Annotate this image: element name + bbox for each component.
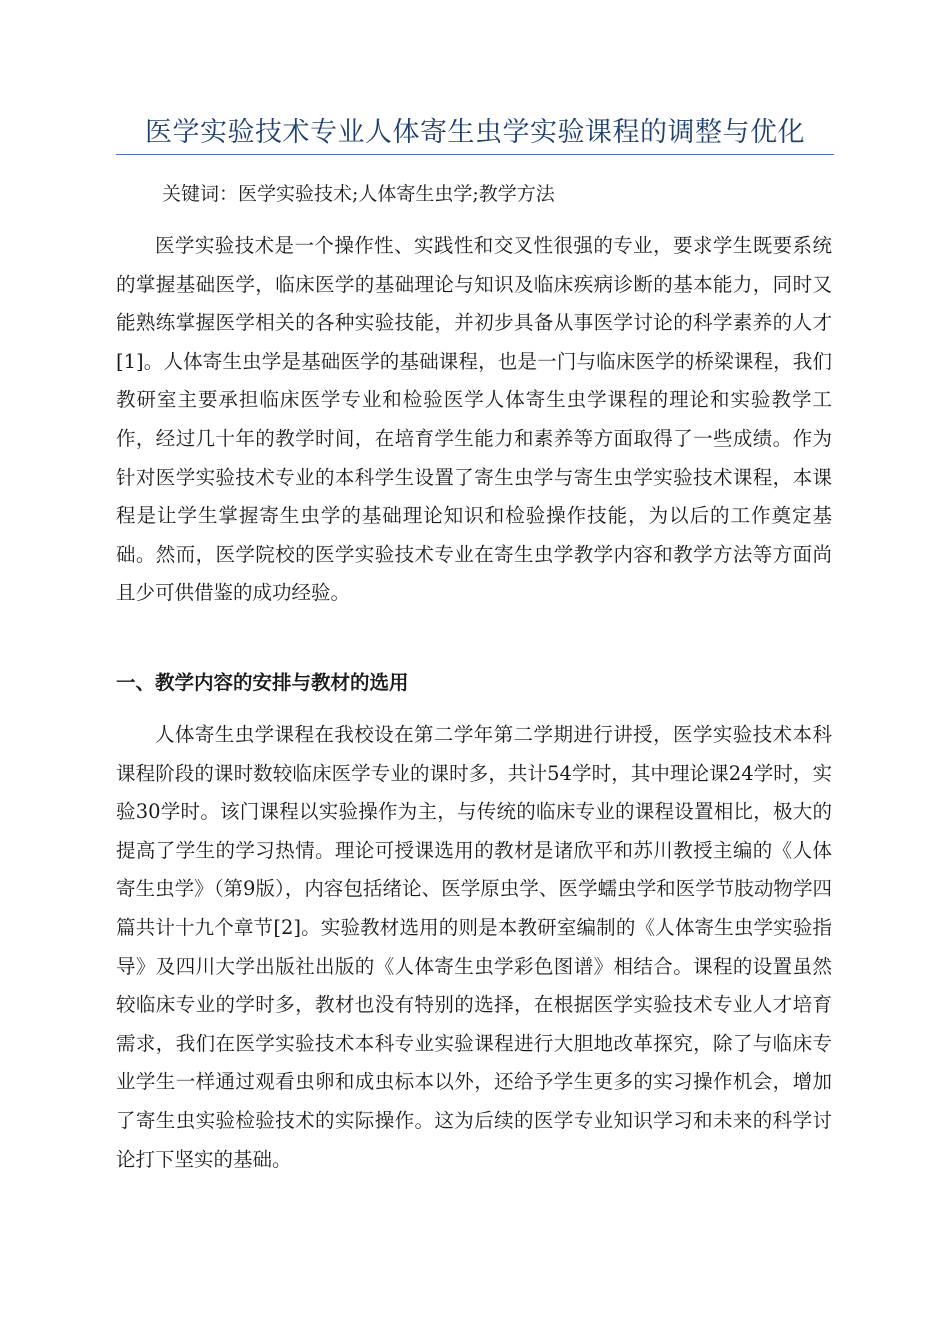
section-heading: 一、教学内容的安排与教材的选用 [116, 671, 409, 694]
title-underline [116, 154, 834, 155]
document-title: 医学实验技术专业人体寄生虫学实验课程的调整与优化 [145, 117, 805, 148]
section-paragraph: 人体寄生虫学课程在我校设在第二学年第二学期进行讲授，医学实验技术本科课程阶段的课时数较临床医学专业的课时多，共计54学时，其中理论课24学时，实验30学时。该门课程以实验操作为主，与传统的临床专业的课程设置相比，极大的提高了学生的学习热情。理论可授课选用的教材是诸欣平和苏川教授主编的《人体寄生虫学》（第9版），内容包括绪论、医学原虫学、医学蠕虫学和医学节肢动物学四篇共计十九个章节[2]。实验教材选用的则是本教研室编制的《人体寄生虫学实验指导》及四川大学出版社出版的《人体寄生虫学彩色图谱》相结合。课程的设置虽然较临床专业的学时多，教材也没有特别的选择，在根据医学实验技术专业人才培育需求，我们在医学实验技术本科专业实验课程进行大胆地改革探究，除了与临床专业学生一样通过观看虫卵和成虫标本以外，还给予学生更多的实习操作机会，增加了寄生虫实验检验技术的实际操作。这为后续的医学专业知识学习和未来的科学讨论打下坚实的基础。 [116, 723, 832, 1171]
keywords-line: 关键词：医学实验技术;人体寄生虫学;教学方法 [162, 183, 555, 205]
intro-paragraph: 医学实验技术是一个操作性、实践性和交叉性很强的专业，要求学生既要系统的掌握基础医学，临床医学的基础理论与知识及临床疾病诊断的基本能力，同时又能熟练掌握医学相关的各种实验技能，并初步具备从事医学讨论的科学素养的人才[1]。人体寄生虫学是基础医学的基础课程，也是一门与临床医学的桥梁课程，我们教研室主要承担临床医学专业和检验医学人体寄生虫学课程的理论和实验教学工作，经过几十年的教学时间，在培育学生能力和素养等方面取得了一些成绩。作为针对医学实验技术专业的本科学生设置了寄生虫学与寄生虫学实验技术课程，本课程是让学生掌握寄生虫学的基础理论知识和检验操作技能，为以后的工作奠定基础。然而，医学院校的医学实验技术专业在寄生虫学教学内容和教学方法等方面尚且少可供借鉴的成功经验。 [116, 234, 832, 605]
